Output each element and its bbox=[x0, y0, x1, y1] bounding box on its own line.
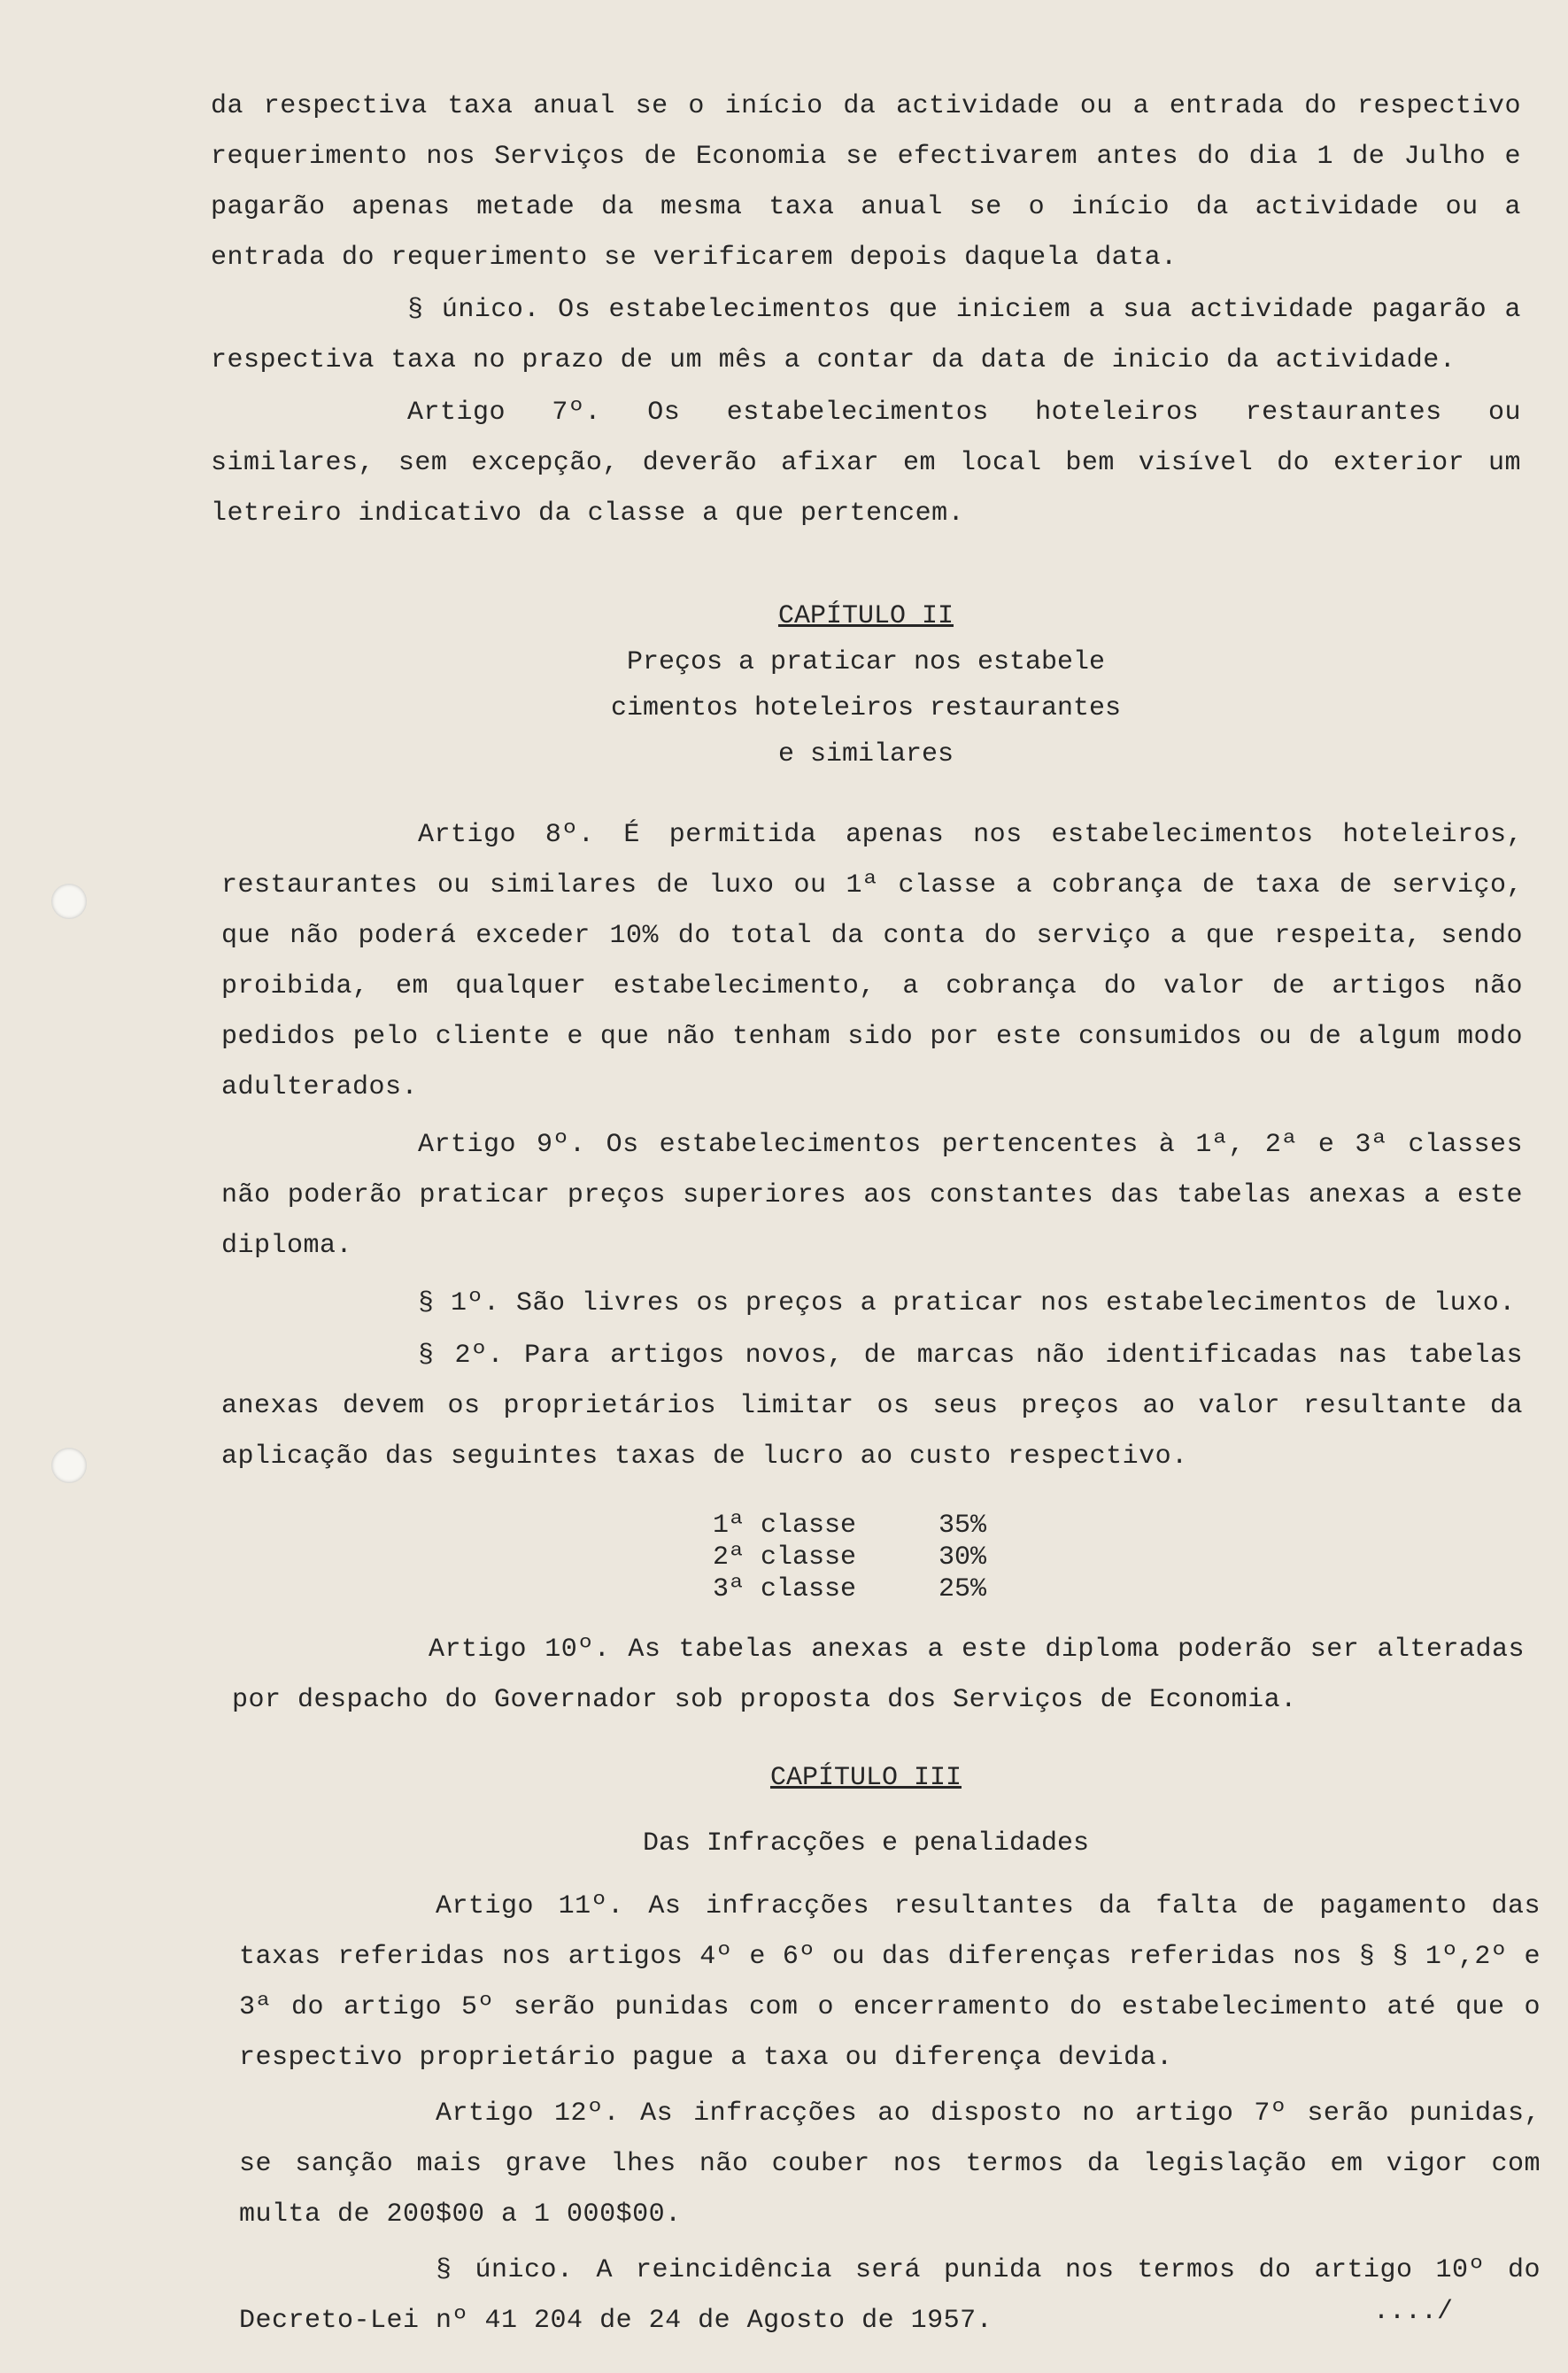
paragraph-artigo-12: Artigo 12º. As infracções ao disposto no artigo 7º serão punidas, se sanção mais grave lhes não couber nos termos da legislação em vigor com multa de 200$00 a 1 000$00. bbox=[239, 2099, 1541, 2230]
rate-class: 1ª classe bbox=[713, 1511, 857, 1541]
body-text-mid bbox=[221, 810, 1523, 1482]
paragraph-artigo-7: Artigo 7º. Os estabelecimentos hoteleiros restaurantes ou similares, sem excepção, deverão afixar em local bem visível do exterior um letreiro indicativo da classe a que pertencem. bbox=[211, 398, 1521, 529]
chapter-2-subtitle-line-2: cimentos hoteleiros restaurantes bbox=[610, 693, 1122, 723]
paragraph-unico: § único. Os estabelecimentos que iniciem a sua actividade pagarão a respectiva taxa no prazo de um mês a contar da data de inicio da actividade. bbox=[211, 295, 1521, 375]
punch-hole bbox=[51, 884, 87, 919]
paragraph-unico-reincidencia: § único. A reincidência será punida nos termos do artigo 10º do Decreto-Lei nº 41 204 de 24 de Agosto de 1957. bbox=[239, 2255, 1541, 2336]
rate-table bbox=[221, 1510, 1532, 1605]
rate-value: 35% bbox=[938, 1511, 987, 1541]
paragraph-artigo-8: Artigo 8º. É permitida apenas nos estabelecimentos hoteleiros, restaurantes ou similares de luxo ou 1ª classe a cobrança de taxa de serviço, que não poderá exceder 10% do total da conta do serviço a que respeita, sendo proibida, em qualquer estabelecimento, a cobrança do valor de artigos não pedidos pelo cliente e que não tenham sido por este consumidos ou de algum modo adulterados. bbox=[221, 820, 1523, 1102]
chapter-2-heading: CAPÍTULO II bbox=[777, 601, 954, 631]
chapter-3-subtitle: Das Infracções e penalidades bbox=[642, 1828, 1090, 1859]
punch-hole bbox=[51, 1448, 87, 1483]
rate-value: 30% bbox=[938, 1542, 987, 1573]
paragraph-artigo-11: Artigo 11º. As infracções resultantes da falta de pagamento das taxas referidas nos artigos 4º e 6º ou das diferenças referidas nos § § 1º,2º e 3ª do artigo 5º serão punidas com o encerramento do estabelecimento até que o respectivo proprietário pague a taxa ou diferença devida. bbox=[239, 1891, 1541, 2073]
rate-class: 2ª classe bbox=[713, 1542, 857, 1573]
rate-row bbox=[713, 1510, 1532, 1542]
chapter-3-heading: CAPÍTULO III bbox=[769, 1763, 962, 1793]
body-text-bottom bbox=[239, 1882, 1541, 2346]
chapter-3-header bbox=[211, 1755, 1521, 1867]
body-text-artigo-10 bbox=[232, 1625, 1525, 1726]
chapter-2-header bbox=[211, 593, 1521, 777]
rate-row bbox=[713, 1573, 1532, 1605]
continuation-mark: ..../ bbox=[1372, 2297, 1453, 2327]
paragraph-artigo-9: Artigo 9º. Os estabelecimentos pertencentes à 1ª, 2ª e 3ª classes não poderão praticar preços superiores aos constantes das tabelas anexas a este diploma. bbox=[221, 1130, 1523, 1261]
rate-value: 25% bbox=[938, 1574, 987, 1604]
chapter-2-subtitle-line-1: Preços a praticar nos estabele bbox=[626, 647, 1106, 677]
rate-row bbox=[713, 1542, 1532, 1573]
body-text-top bbox=[211, 81, 1521, 539]
chapter-2-subtitle-line-3: e similares bbox=[777, 739, 954, 769]
paragraph-section-2: § 2º. Para artigos novos, de marcas não identificadas nas tabelas anexas devem os proprietários limitar os seus preços ao valor resultante da aplicação das seguintes taxas de lucro ao custo respectivo. bbox=[221, 1341, 1523, 1472]
paragraph-continuation: da respectiva taxa anual se o início da actividade ou a entrada do respectivo requerimento nos Serviços de Economia se efectivarem antes do dia 1 de Julho e pagarão apenas metade da mesma taxa anual se o início da actividade ou a entrada do requerimento se verificarem depois daquela data. bbox=[211, 91, 1521, 273]
rate-class: 3ª classe bbox=[713, 1574, 857, 1604]
paragraph-section-1: § 1º. São livres os preços a praticar nos estabelecimentos de luxo. bbox=[418, 1288, 1516, 1318]
paragraph-artigo-10: Artigo 10º. As tabelas anexas a este diploma poderão ser alteradas por despacho do Governador sob proposta dos Serviços de Economia. bbox=[232, 1635, 1525, 1715]
